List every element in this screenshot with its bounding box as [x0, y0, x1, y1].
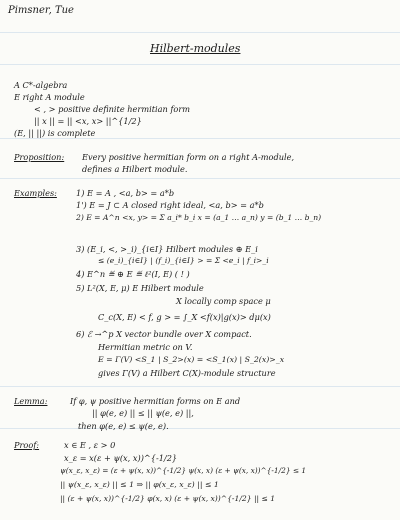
lemma-text: If φ, ψ positive hermitian forms on E and — [70, 396, 241, 406]
example-line: 3) (E_i, <, >_i)_{i∈I} Hilbert modules ⊕ E_i — [76, 244, 258, 254]
lemma-text: then φ(e, e) ≤ ψ(e, e). — [78, 421, 169, 431]
proof-line: x ∈ E , ε > 0 — [64, 440, 116, 450]
ruled-line — [0, 138, 400, 139]
author-header: Pimsner, Tue — [8, 5, 74, 16]
examples-label: Examples: — [14, 188, 57, 198]
setup-line: E right A module — [14, 92, 85, 102]
example-line: 4) E^n ≝ ⊕ E ≝ ℓ²(I, E) ( ! ) — [76, 269, 190, 279]
proof-line: || ψ(x_ε, x_ε) || ≤ 1 ⇒ || φ(x_ε, x_ε) || ≤ 1 — [60, 480, 219, 489]
example-line: E = Γ(V) <S_1 | S_2>(x) = <S_1(x) | S_2(x)>_x — [98, 355, 285, 364]
ruled-line — [0, 64, 400, 65]
example-line: 2) E = A^n <x, y> = Σ a_i* b_i x = (a_1 … a_n) y = (b_1 … b_n) — [76, 213, 322, 222]
proof-label: Proof: — [14, 440, 40, 450]
setup-line: || x || = || <x, x> ||^{1/2} — [34, 116, 142, 126]
proof-line: ψ(x_ε, x_ε) = (ε + ψ(x, x))^{-1/2} ψ(x, x) (ε + ψ(x, x))^{-1/2} ≤ 1 — [60, 466, 307, 475]
setup-line: < , > positive definite hermitian form — [34, 104, 190, 114]
proof-line: x_ε = x(ε + ψ(x, x))^{-1/2} — [64, 453, 178, 463]
ruled-line — [0, 32, 400, 33]
example-line: 6) ℰ →^p X vector bundle over X compact. — [76, 329, 252, 339]
proposition-text: defines a Hilbert module. — [82, 164, 188, 174]
setup-line: A C*-algebra — [14, 80, 68, 90]
proposition-label: Proposition: — [14, 152, 65, 162]
ruled-line — [0, 386, 400, 387]
ruled-line — [0, 178, 400, 179]
lemma-text: || φ(e, e) || ≤ || ψ(e, e) ||, — [92, 408, 194, 418]
setup-line: (E, || ||) is complete — [14, 128, 96, 138]
example-line: 1') E = J ⊂ A closed right ideal, <a, b> = a*b — [76, 200, 264, 210]
example-line: X locally comp space μ — [176, 296, 271, 306]
proposition-text: Every positive hermitian form on a right A-module, — [82, 152, 295, 162]
example-line: Hermitian metric on V. — [98, 342, 193, 352]
page-title: Hilbert-modules — [150, 42, 241, 55]
lemma-label: Lemma: — [14, 396, 48, 406]
example-line: C_c(X, E) < f, g > = ∫_X <f(x)|g(x)> dμ(x) — [98, 312, 271, 322]
ruled-line — [0, 428, 400, 429]
example-line: ≤ (e_i)_{i∈I} | (f_i)_{i∈I} > = Σ <e_i | f_i>_i — [98, 256, 269, 265]
example-line: 5) L²(X, E, μ) E Hilbert module — [76, 283, 204, 293]
proof-line: || (ε + ψ(x, x))^{-1/2} φ(x, x) (ε + ψ(x, x))^{-1/2} || ≤ 1 — [60, 494, 276, 503]
example-line: gives Γ(V) a Hilbert C(X)-module structure — [98, 368, 276, 378]
example-line: 1) E = A , <a, b> = a*b — [76, 188, 175, 198]
